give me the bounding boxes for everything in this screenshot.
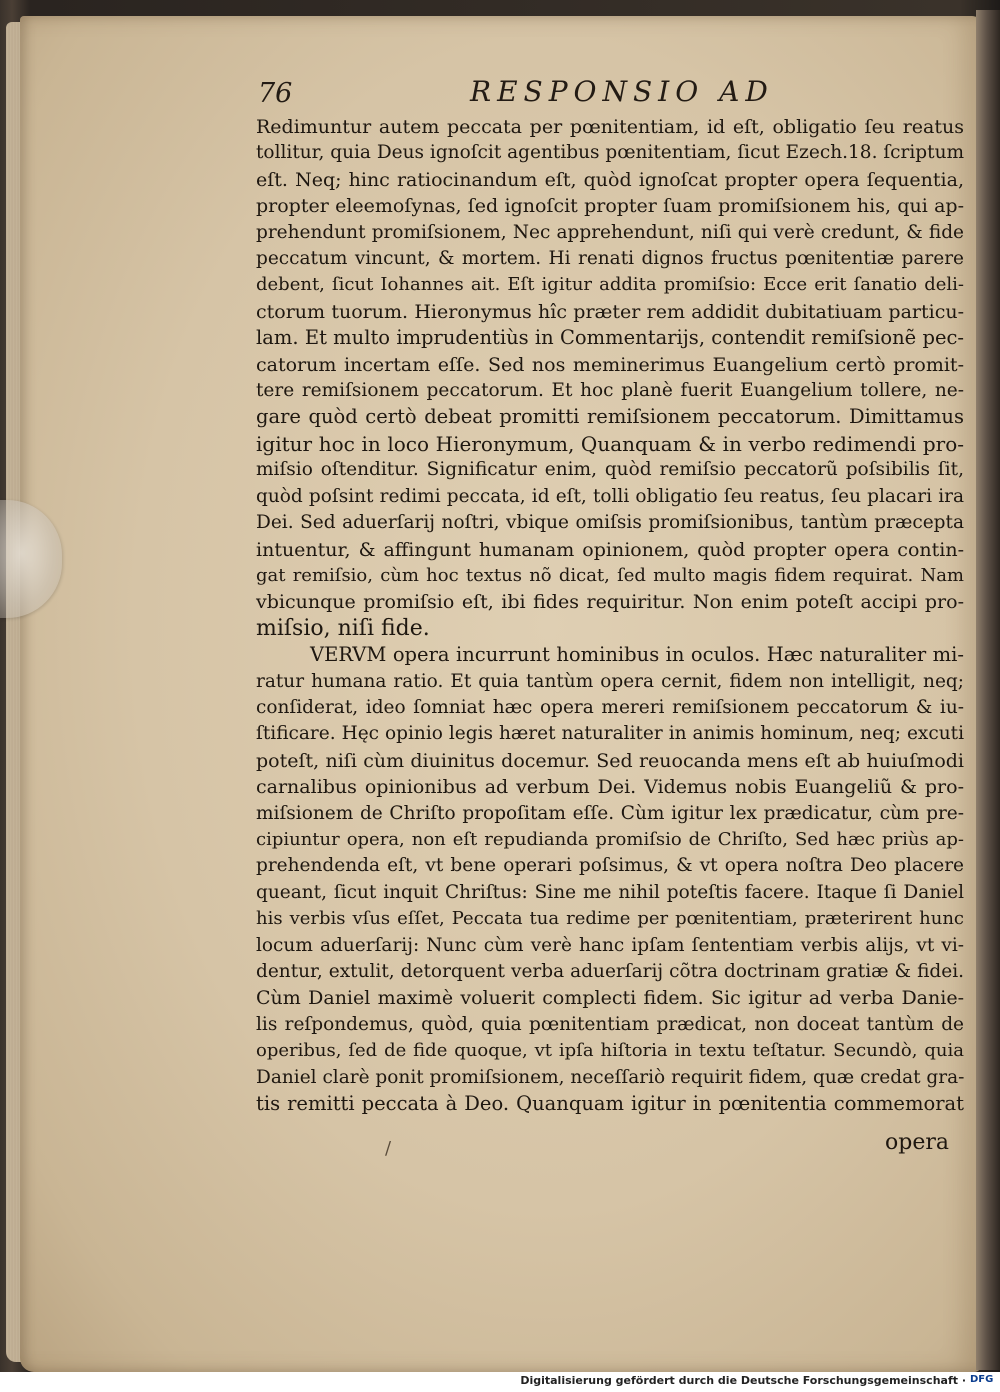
text-line: miſsio, niſi fide. (256, 615, 430, 641)
dfg-logo: DFG (970, 1374, 994, 1385)
text-line: cipiuntur opera, non eſt repudianda promiſsio de Chriſto, Sed hæc priùs ap- (256, 828, 964, 850)
text-line-paragraph-start: VERVM opera incurrunt hominibus in oculos. Hæc naturaliter mi- (310, 643, 964, 667)
text-line: tollitur, quia Deus ignoſcit agentibus pœnitentiam, ſicut Ezech.18. ſcriptum (256, 142, 965, 164)
text-line: intuentur, & affingunt humanam opinionem, quòd propter opera contin- (256, 538, 964, 561)
text-line: peccatum vincunt, & mortem. Hi renati dignos fructus pœnitentiæ parere (256, 248, 964, 270)
text-line: eſt. Neq; hinc ratiocinandum eſt, quòd ignoſcat propter opera ſequentia, (256, 168, 964, 191)
text-line: operibus, ſed de fide quoque, vt ipſa hiſtoria in textu teſtatur. Secundò, quia (256, 1040, 964, 1062)
body-text (256, 114, 964, 1117)
text-line: lis reſpondemus, quòd, quia pœnitentiam prædicat, non doceat tantùm de (256, 1013, 964, 1035)
text-line: locum aduerſarij: Nunc cùm verè hanc ipſam ſententiam verbis alijs, vt vi- (256, 934, 964, 956)
text-line: Daniel clarè ponit promiſsionem, neceſſariò requirit fidem, quæ credat gra- (256, 1066, 965, 1088)
text-line: gare quòd certò debeat promitti remiſsionem peccatorum. Dimittamus (256, 405, 964, 429)
text-line: queant, ſicut inquit Chriſtus: Sine me nihil poteſtis facere. Itaque ſi Daniel (256, 881, 964, 903)
text-line: Redimuntur autem peccata per pœnitentiam, id eſt, obligatio ſeu reatus (256, 116, 964, 138)
text-line: carnalibus opinionibus ad verbum Dei. Videmus nobis Euangeliũ & pro- (256, 776, 964, 799)
page-number: 76 (258, 78, 293, 109)
text-line: prehendenda eſt, vt bene operari poſsimus, & vt opera noſtra Deo placere (256, 855, 964, 877)
text-line: ſtificare. Hęc opinio legis hæret naturaliter in animis hominum, neq; excuti (256, 723, 964, 745)
text-line: vbicunque promiſsio eſt, ibi fides requiritur. Non enim poteſt accipi pro- (256, 591, 964, 614)
text-line: conſiderat, ideo ſomniat hæc opera mereri remiſsionem peccatorum & iu- (256, 696, 964, 718)
text-line: debent, ſicut Iohannes ait. Eſt igitur addita promiſsio: Ecce erit ſanatio deli- (256, 274, 964, 296)
text-line: propter eleemoſynas, ſed ignoſcit propter ſuam promiſsionem his, qui ap- (256, 195, 964, 218)
book-spine-edge (976, 10, 1000, 1370)
text-line: tis remitti peccata à Deo. Quanquam igitur in pœnitentia commemorat (256, 1092, 964, 1116)
text-line: miſsio oſtenditur. Significatur enim, quòd remiſsio peccatorũ poſsibilis ſit, (256, 459, 964, 481)
text-line: gat remiſsio, cùm hoc textus nõ dicat, ſed multo magis fidem requirat. Nam (256, 564, 964, 586)
text-line: lam. Et multo imprudentiùs in Commentarijs, contendit remiſsionẽ pec- (256, 326, 964, 350)
text-line: igitur hoc in loco Hieronymum, Quanquam & in verbo redimendi pro- (256, 431, 964, 456)
text-line: his verbis vſus eſſet, Peccata tua redime per pœnitentiam, præterirent hunc (256, 908, 964, 930)
catchword: opera (885, 1130, 949, 1155)
text-line: dentur, extulit, detorquent verba aduerſarij cõtra doctrinam gratiæ & fidei. (256, 961, 964, 982)
text-line: ratur humana ratio. Et quia tantùm opera cernit, fidem non intelligit, neq; (256, 670, 964, 692)
text-line: quòd poſsint redimi peccata, id eſt, tolli obligatio ſeu reatus, ſeu placari ira (256, 485, 964, 507)
text-line: prehendunt promiſsionem, Nec apprehendunt, niſi qui verè credunt, & fide (256, 221, 964, 243)
text-line: miſsionem de Chriſto propoſitam eſſe. Cùm igitur lex prædicatur, cùm pre- (256, 802, 964, 824)
text-line: catorum incertam eſſe. Sed nos meminerimus Euangelium certò promit- (256, 353, 964, 376)
digitization-credit: Digitalisierung gefördert durch die Deutsche Forschungsgemeinschaft · (520, 1374, 966, 1387)
margin-mark: / (385, 1138, 392, 1159)
text-line: ctorum tuorum. Hieronymus hîc præter rem addidit dubitatiuam particu- (256, 300, 964, 323)
text-line: Cùm Daniel maximè voluerit complecti fidem. Sic igitur ad verba Danie- (256, 987, 964, 1010)
text-line: tere remiſsionem peccatorum. Et hoc planè fuerit Euangelium tollere, ne- (256, 380, 964, 402)
text-line: Dei. Sed aduerſarij noſtri, vbique omiſsis promiſsionibus, tantùm præcepta (256, 512, 964, 534)
text-line: poteſt, niſi cùm diuinitus docemur. Sed reuocanda mens eſt ab huiuſmodi (256, 749, 964, 772)
running-head: RESPONSIO AD (470, 75, 774, 108)
